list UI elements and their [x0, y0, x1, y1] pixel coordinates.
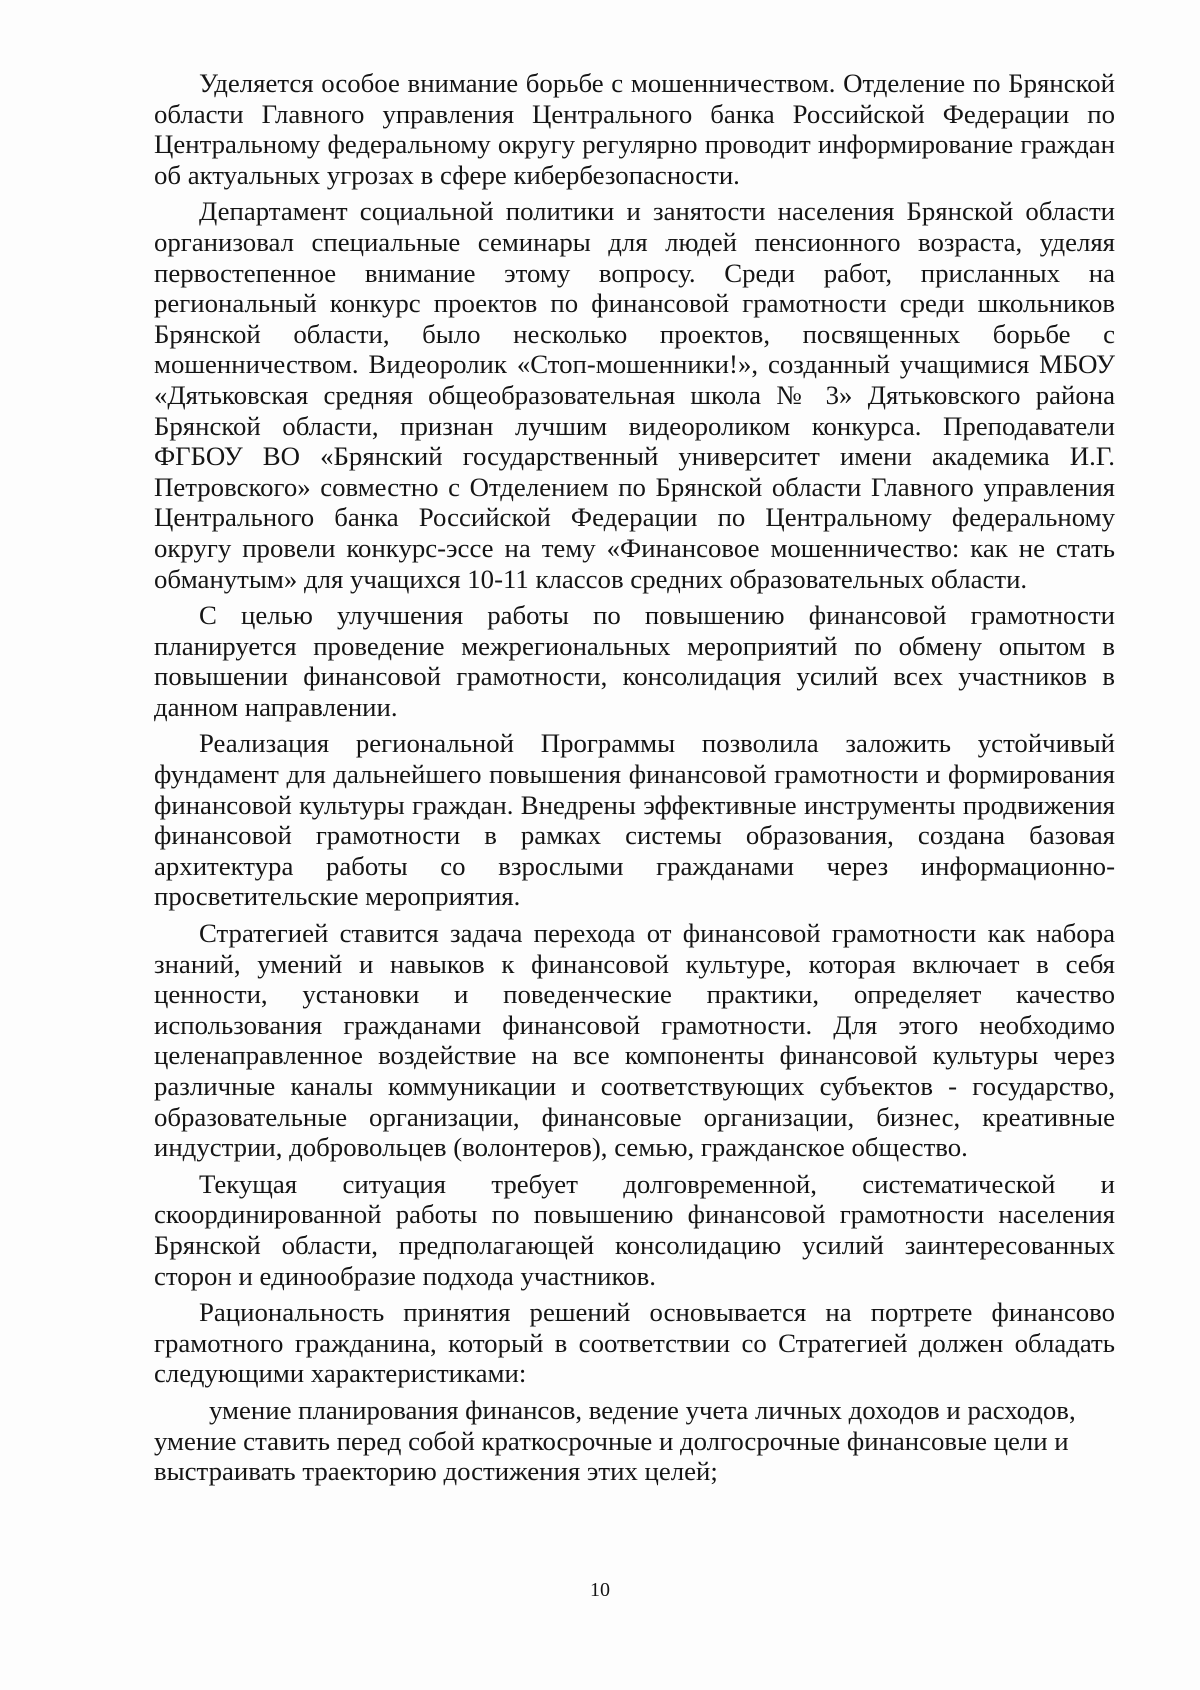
paragraph-improvement-goal: С целью улучшения работы по повышению финансовой грамотности планируется проведение межрегиональных мероприятий по обмену опытом в повышении финансовой грамотности, консолидация усилий всех участников в данном направлении.: [154, 600, 1115, 722]
paragraph-strategy-task: Стратегией ставится задача перехода от финансовой грамотности как набора знаний, умений и навыков к финансовой культуре, которая включает в себя ценности, установки и поведенческие практики, определяет качество использования гражданами финансовой грамотности. Для этого необходимо целенаправленное воздействие на все компоненты финансовой культуры через различные каналы коммуникации и соответствующих субъектов - государство, образовательные организации, финансовые организации, бизнес, креативные индустрии, добровольцев (волонтеров), семью, гражданское общество.: [154, 918, 1115, 1163]
document-body: [154, 68, 1115, 1487]
page-number: 10: [590, 1579, 610, 1601]
paragraph-fraud-awareness: Уделяется особое внимание борьбе с мошенничеством. Отделение по Брянской области Главного управления Центрального банка Российской Федерации по Центральному федеральному округу регулярно проводит информирование граждан об актуальных угрозах в сфере кибербезопасности.: [154, 68, 1115, 190]
paragraph-program-results: Реализация региональной Программы позволила заложить устойчивый фундамент для дальнейшего повышения финансовой грамотности и формирования финансовой культуры граждан. Внедрены эффективные инструменты продвижения финансовой грамотности в рамках системы образования, создана базовая архитектура работы со взрослыми гражданами через информационно-просветительские мероприятия.: [154, 728, 1115, 912]
paragraph-rational-decisions: Рациональность принятия решений основывается на портрете финансово грамотного гражданина, который в соответствии со Стратегией должен обладать следующими характеристиками:: [154, 1297, 1115, 1389]
paragraph-planning-skills: умение планирования финансов, ведение учета личных доходов и расходов, умение ставить перед собой краткосрочные и долгосрочные финансовые цели и выстраивать траекторию достижения этих целей;: [154, 1394, 1076, 1487]
paragraph-current-situation: Текущая ситуация требует долговременной, систематической и скоординированной работы по повышению финансовой грамотности населения Брянской области, предполагающей консолидацию усилий заинтересованных сторон и единообразие подхода участников.: [154, 1168, 1115, 1291]
paragraph-social-policy-department: Департамент социальной политики и занятости населения Брянской области организовал специальные семинары для людей пенсионного возраста, уделяя первостепенное внимание этому вопросу. Среди работ, присланных на региональный конкурс проектов по финансовой грамотности среди школьников Брянской области, было несколько проектов, посвященных борьбе с мошенничеством. Видеоролик «Стоп-мошенники!», созданный учащимися МБОУ «Дятьковская средняя общеобразовательная школа № 3» Дятьковского района Брянской области, признан лучшим видеороликом конкурса. Преподаватели ФГБОУ ВО «Брянский государственный университет имени академика И.Г. Петровского» совместно с Отделением по Брянской области Главного управления Центрального банка Российской Федерации по Центральному федеральному округу провели конкурс-эссе на тему «Финансовое мошенничество: как не стать обманутым» для учащихся 10-11 классов средних образовательных области.: [154, 196, 1115, 594]
